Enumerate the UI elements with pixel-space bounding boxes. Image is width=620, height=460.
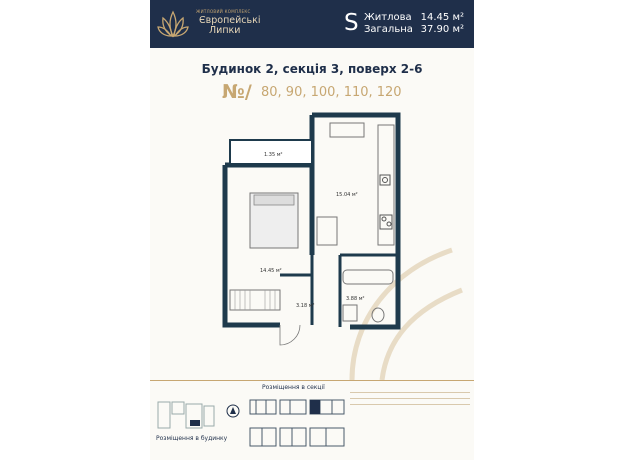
- footer-divider: [150, 380, 474, 381]
- floor-plan-drawing: [210, 105, 420, 355]
- kitchen-area: 15.04 м²: [336, 192, 358, 198]
- area-labels: [364, 12, 413, 36]
- bedroom-area: 14.45 м²: [260, 268, 282, 274]
- brand-caption: ЖИТЛОВИЙ КОМПЛЕКС: [196, 9, 251, 14]
- section-location-map: [246, 394, 350, 452]
- area-symbol: S: [344, 10, 359, 36]
- placeholder-lines: [350, 392, 470, 410]
- living-area-value: 14.45 м²: [420, 12, 464, 23]
- hall-area: 3.18 м²: [296, 303, 315, 309]
- leaf-logo-icon: [155, 6, 191, 40]
- apartment-numbers: 80, 90, 100, 110, 120: [261, 85, 402, 100]
- brand-line-1: Європейські: [199, 15, 261, 26]
- building-location-map: [156, 398, 216, 432]
- building-placement-label: Розміщення в будинку: [156, 435, 228, 442]
- section-placement-label: Розміщення в секції: [262, 384, 325, 391]
- brand-name: [199, 16, 261, 36]
- bath-area: 3.88 м²: [346, 296, 365, 302]
- balcony-area: 1.35 м²: [264, 152, 283, 158]
- compass-icon: [226, 404, 240, 418]
- living-area-label: Житлова: [364, 12, 412, 23]
- plan-title: Будинок 2, секція 3, поверх 2-6: [201, 62, 423, 76]
- brand-line-2: Липки: [209, 25, 241, 36]
- area-values: [418, 12, 464, 36]
- total-area-value: 37.90 м²: [420, 24, 464, 35]
- total-area-label: Загальна: [364, 24, 413, 35]
- number-sign: №/: [222, 81, 252, 103]
